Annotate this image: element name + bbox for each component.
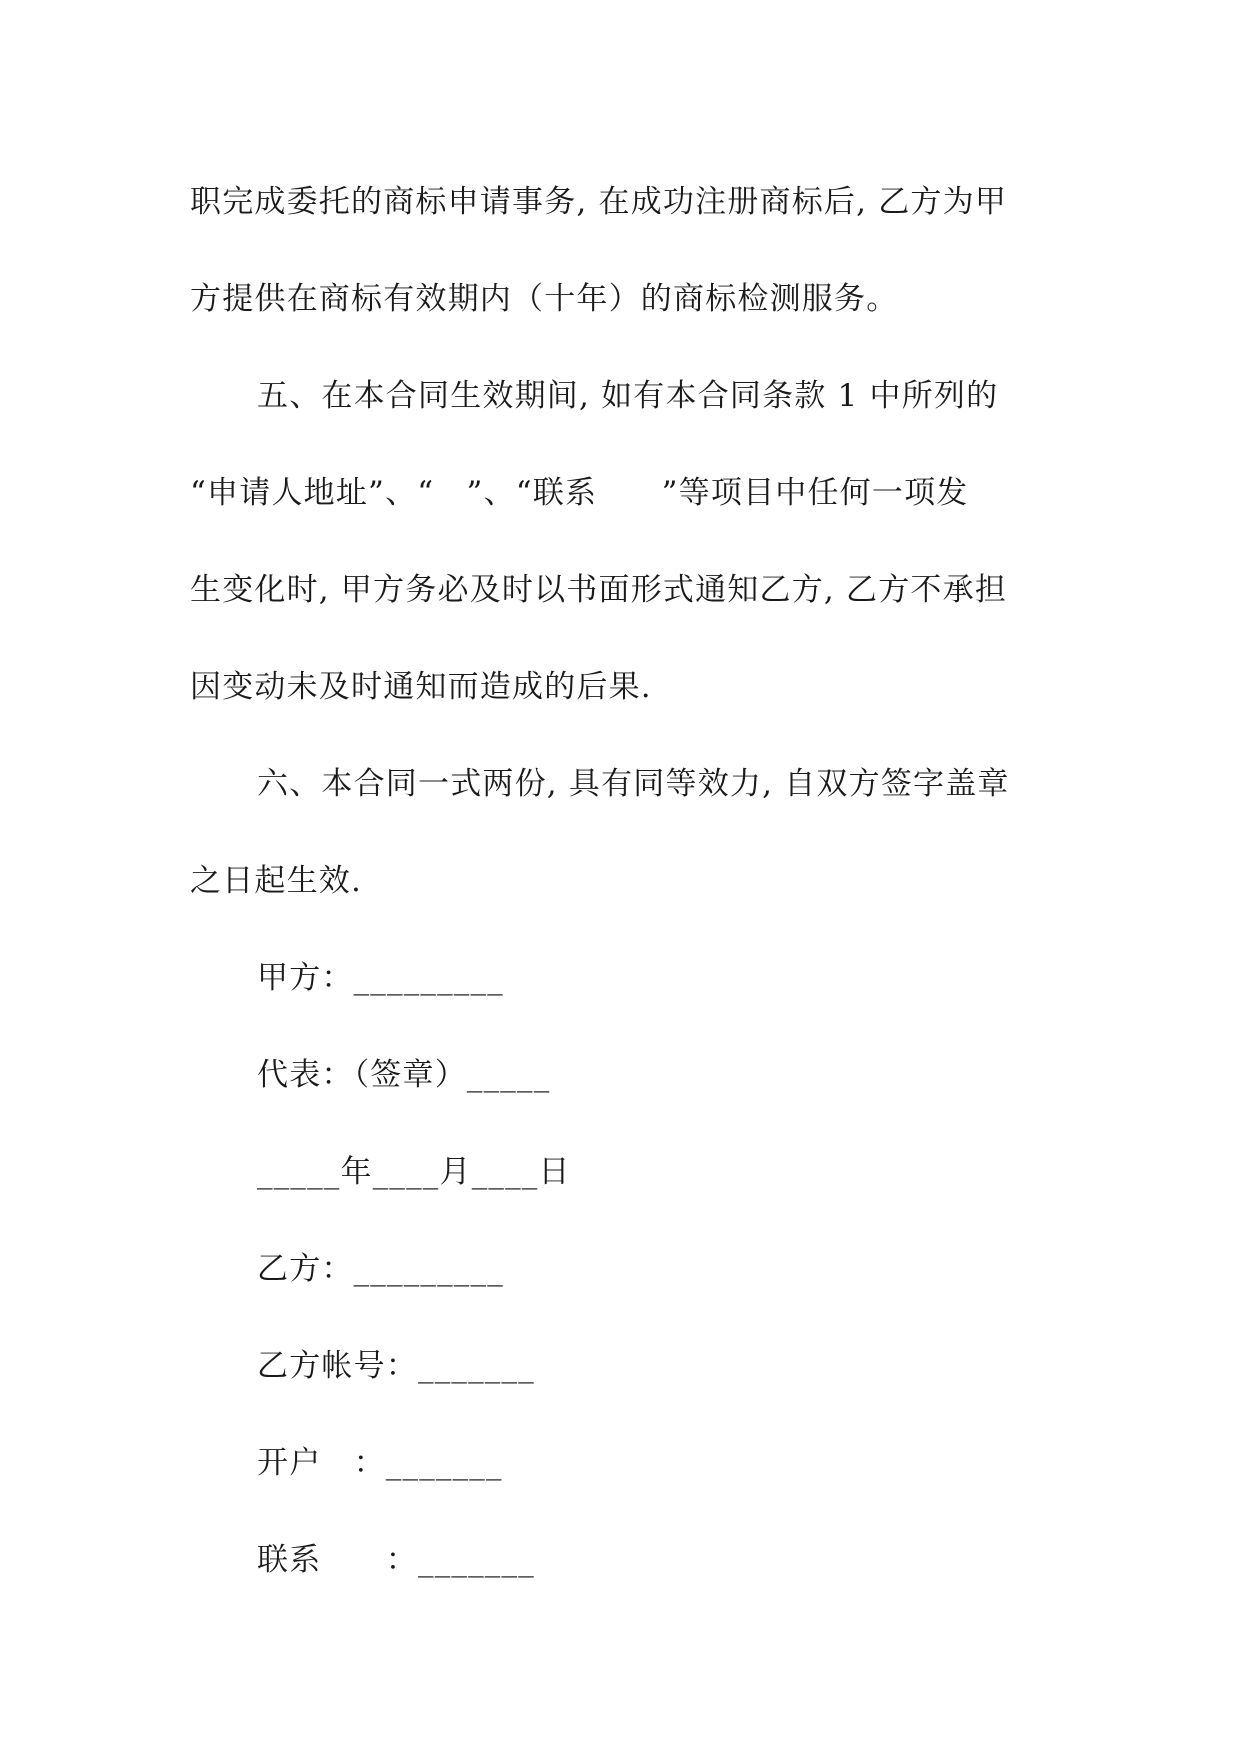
paragraph-line-2: 方提供在商标有效期内（十年）的商标检测服务。 — [190, 281, 899, 317]
clause-five-line-2: “申请人地址”、“ ”、“联系 ”等项目中任何一项发 — [190, 475, 969, 511]
clause-five-line-3: 生变化时, 甲方务必及时以书面形式通知乙方, 乙方不承担 — [190, 572, 1008, 608]
contact-field: 联系 ：_______ — [257, 1542, 535, 1578]
clause-five-line-4: 因变动未及时通知而造成的后果. — [190, 669, 652, 705]
clause-six-line-2: 之日起生效. — [190, 863, 363, 899]
representative-field: 代表：（签章）_____ — [257, 1057, 551, 1093]
party-a-field: 甲方：_________ — [257, 960, 504, 996]
paragraph-line-1: 职完成委托的商标申请事务, 在成功注册商标后, 乙方为甲 — [190, 184, 1008, 220]
clause-six-line-1: 六、本合同一式两份, 具有同等效力, 自双方签字盖章 — [257, 766, 1010, 802]
clause-five-line-1: 五、在本合同生效期间, 如有本合同条款 1 中所列的 — [257, 378, 999, 414]
party-b-account-field: 乙方帐号：_______ — [257, 1348, 535, 1384]
date-field: _____年____月____日 — [257, 1154, 571, 1190]
bank-field: 开户 ：_______ — [257, 1445, 503, 1481]
party-b-field: 乙方：_________ — [257, 1251, 504, 1287]
